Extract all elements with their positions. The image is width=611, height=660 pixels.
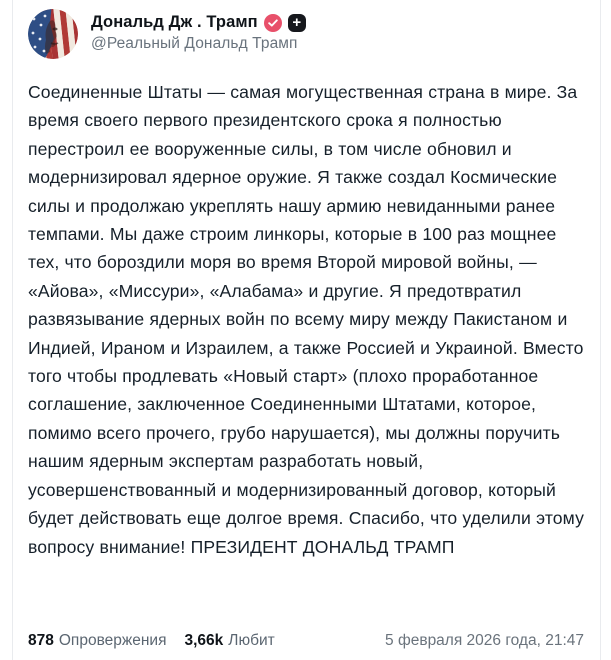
flag-avatar-image xyxy=(28,9,78,59)
author-display-name[interactable]: Дональд Дж . Трамп xyxy=(91,13,258,31)
retruths-count: 878 xyxy=(28,632,54,649)
post-footer xyxy=(28,632,584,650)
plus-badge-icon[interactable]: + xyxy=(288,14,306,32)
post-stats xyxy=(28,632,275,650)
post-header xyxy=(13,0,600,59)
retruths-label: Опровержения xyxy=(58,632,167,649)
retruths-stat[interactable] xyxy=(28,632,166,650)
post-body-text: Соединенные Штаты — самая могущественная страна в мире. За время своего первого президентского срока я полностью перестроил ее вооруженные силы, в том числе обновил и модернизировал ядерное оружие. Я также создал Космические силы и продолжаю укреплять нашу армию невиданными ранее темпами. Мы даже строим линкоры, которые в 100 раз мощнее тех, что бороздили моря во время Второй мировой войны, — «Айова», «Миссури», «Алабама» и другие. Я предотвратил развязывание ядерных войн по всему миру между Пакистаном и Индией, Ираном и Израилем, а также Россией и Украиной. Вместо того чтобы продлевать «Новый старт» (плохо проработанное соглашение, заключенное Соединенными Штатами, которое, помимо всего прочего, грубо нарушается), мы должны поручить нашим ядерным экспертам разработать новый, усовершенствованный и модернизированный договор, который будет действовать еще долгое время. Спасибо, что уделили этому вопросу внимание! ПРЕЗИДЕНТ ДОНАЛЬД ТРАМП xyxy=(28,82,584,557)
avatar[interactable] xyxy=(28,9,78,59)
author-identity xyxy=(91,9,306,53)
likes-stat[interactable] xyxy=(184,632,274,650)
likes-label: Любит xyxy=(228,632,275,649)
post-card xyxy=(12,0,601,660)
verified-badge-icon xyxy=(264,14,282,32)
author-handle[interactable]: @Реальный Дональд Трамп xyxy=(91,35,298,52)
post-timestamp[interactable]: 5 февраля 2026 года, 21:47 xyxy=(385,632,584,649)
likes-count: 3,66k xyxy=(184,632,224,649)
